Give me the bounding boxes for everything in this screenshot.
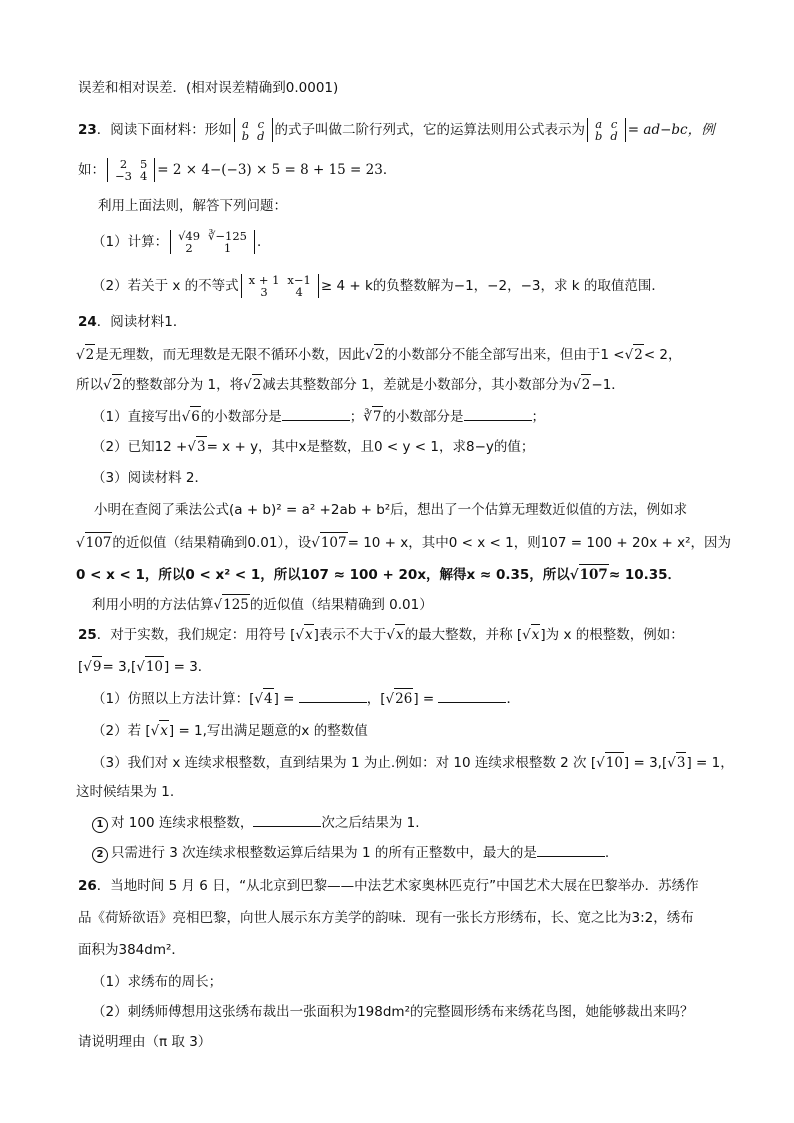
- q25-part-1: （1）仿照以上方法计算：[√4] = ，[√26] = ．: [92, 688, 520, 710]
- q26-line-2: 品《荷矫欲语》亮相巴黎，向世人展示东方美学的韵味．现有一张长方形绣布，长、宽之比为3:2，绣布: [78, 910, 694, 926]
- q26-line-6: 请说明理由（π 取 3）: [78, 1034, 212, 1050]
- q25-sub-1: 1 对 100 连续求根整数， 次之后结果为 1.: [92, 812, 420, 834]
- q24-part-2: （2）已知12 +√3= x + y，其中x是整数，且0 < y < 1，求8−y的值；: [92, 436, 534, 458]
- answer-blank[interactable]: [464, 406, 532, 421]
- q24-part-1: （1）直接写出√6的小数部分是 ；∛7的小数部分是 ；: [92, 406, 545, 428]
- determinant-generic: a c b d: [234, 118, 273, 142]
- question-number: 25: [78, 627, 97, 643]
- q26-part-1: （1）求绣布的周长；: [92, 974, 223, 990]
- q24-line-j: 利用小明的方法估算√125的近似值（结果精确到 0.01）: [92, 594, 433, 616]
- q24-title: 24．阅读材料1．: [78, 314, 187, 330]
- q24-line-i: 0 < x < 1，所以0 < x² < 1，所以107 ≈ 100 + 20x，解得x ≈ 0.35，所以√107≈ 10.35．: [76, 564, 681, 586]
- q26-line-1: 26．当地时间 5 月 6 日，“从北京到巴黎——中法艺术家奥林匹克行”中国艺术大展在巴黎举办．苏绣作: [78, 878, 699, 894]
- answer-blank[interactable]: [253, 812, 321, 827]
- q26-line-3: 面积为384dm²．: [78, 942, 185, 958]
- answer-blank[interactable]: [299, 688, 367, 703]
- q25-sub-2: 2 只需进行 3 次连续求根整数运算后结果为 1 的所有正整数中，最大的是 .: [92, 842, 609, 864]
- q25-title: 25．对于实数，我们规定：用符号 [√x]表示不大于√x的最大整数，并称 [√x]为 x 的根整数，例如：: [78, 624, 684, 646]
- text-line: 误差和相对误差．(相对误差精确到0.0001): [78, 80, 339, 96]
- q25-part-3: （3）我们对 x 连续求根整数，直到结果为 1 为止.例如：对 10 连续求根整数 2 次 [√10] = 3,[√3] = 1，: [92, 752, 734, 774]
- q24-line-c: 所以√2的整数部分为 1，将√2减去其整数部分 1，差就是小数部分，其小数部分为√2−1．: [76, 374, 625, 396]
- q25-part-2: （2）若 [√x] = 1,写出满足题意的x 的整数值: [92, 720, 368, 742]
- determinant-formula: a c b d: [587, 118, 626, 142]
- q26-part-2: （2）刺绣师傅想用这张绣布裁出一张面积为198dm²的完整圆形绣布来绣花鸟图，她能够裁出来吗？: [92, 1004, 694, 1020]
- q24-line-b: √2是无理数，而无理数是无限不循环小数，因此√2的小数部分不能全部写出来，但由于1 <√2< 2，: [76, 344, 682, 366]
- question-number: 23: [78, 122, 97, 138]
- q24-line-g: 小明在查阅了乘法公式(a + b)² = a² +2ab + b²后，想出了一个估算无理数近似值的方法，例如求: [94, 502, 688, 518]
- question-number: 26: [78, 878, 97, 894]
- determinant-calc: √49 ∛−125 2 1: [170, 230, 255, 254]
- text-line: 利用上面法则，解答下列问题：: [98, 198, 287, 214]
- determinant-example: 2 5 −3 4: [107, 158, 155, 182]
- question-number: 24: [78, 314, 97, 330]
- q24-line-h: √107的近似值（结果精确到0.01），设√107= 10 + x，其中0 < x < 1，则107 = 100 + 20x + x²，因为: [76, 532, 731, 554]
- q25-example: [√9= 3,[√10] = 3．: [78, 656, 211, 678]
- q23-part-2: （2）若关于 x 的不等式 x + 1 x−1 3 4 ≥ 4 + k的负整数解为−1，−2，−3，求 k 的取值范围．: [92, 273, 665, 299]
- q23-part-1: （1）计算： √49 ∛−125 2 1 ．: [92, 229, 271, 255]
- q23-line-2: 如： 2 5 −3 4 = 2 × 4−(−3) × 5 = 8 + 15 = 23．: [78, 157, 397, 183]
- determinant-inequality: x + 1 x−1 3 4: [241, 274, 319, 298]
- q23-line-1: 23．阅读下面材料：形如 a c b d 的式子叫做二阶行列式，它的运算法则用公式表示为 a c b d = ad−bc，例: [78, 117, 715, 143]
- circled-number: 2: [92, 847, 108, 863]
- q24-part-3: （3）阅读材料 2．: [92, 470, 208, 486]
- answer-blank[interactable]: [438, 688, 506, 703]
- answer-blank[interactable]: [282, 406, 350, 421]
- text-line: 这时候结果为 1.: [76, 784, 175, 800]
- circled-number: 1: [92, 817, 108, 833]
- answer-blank[interactable]: [537, 842, 605, 857]
